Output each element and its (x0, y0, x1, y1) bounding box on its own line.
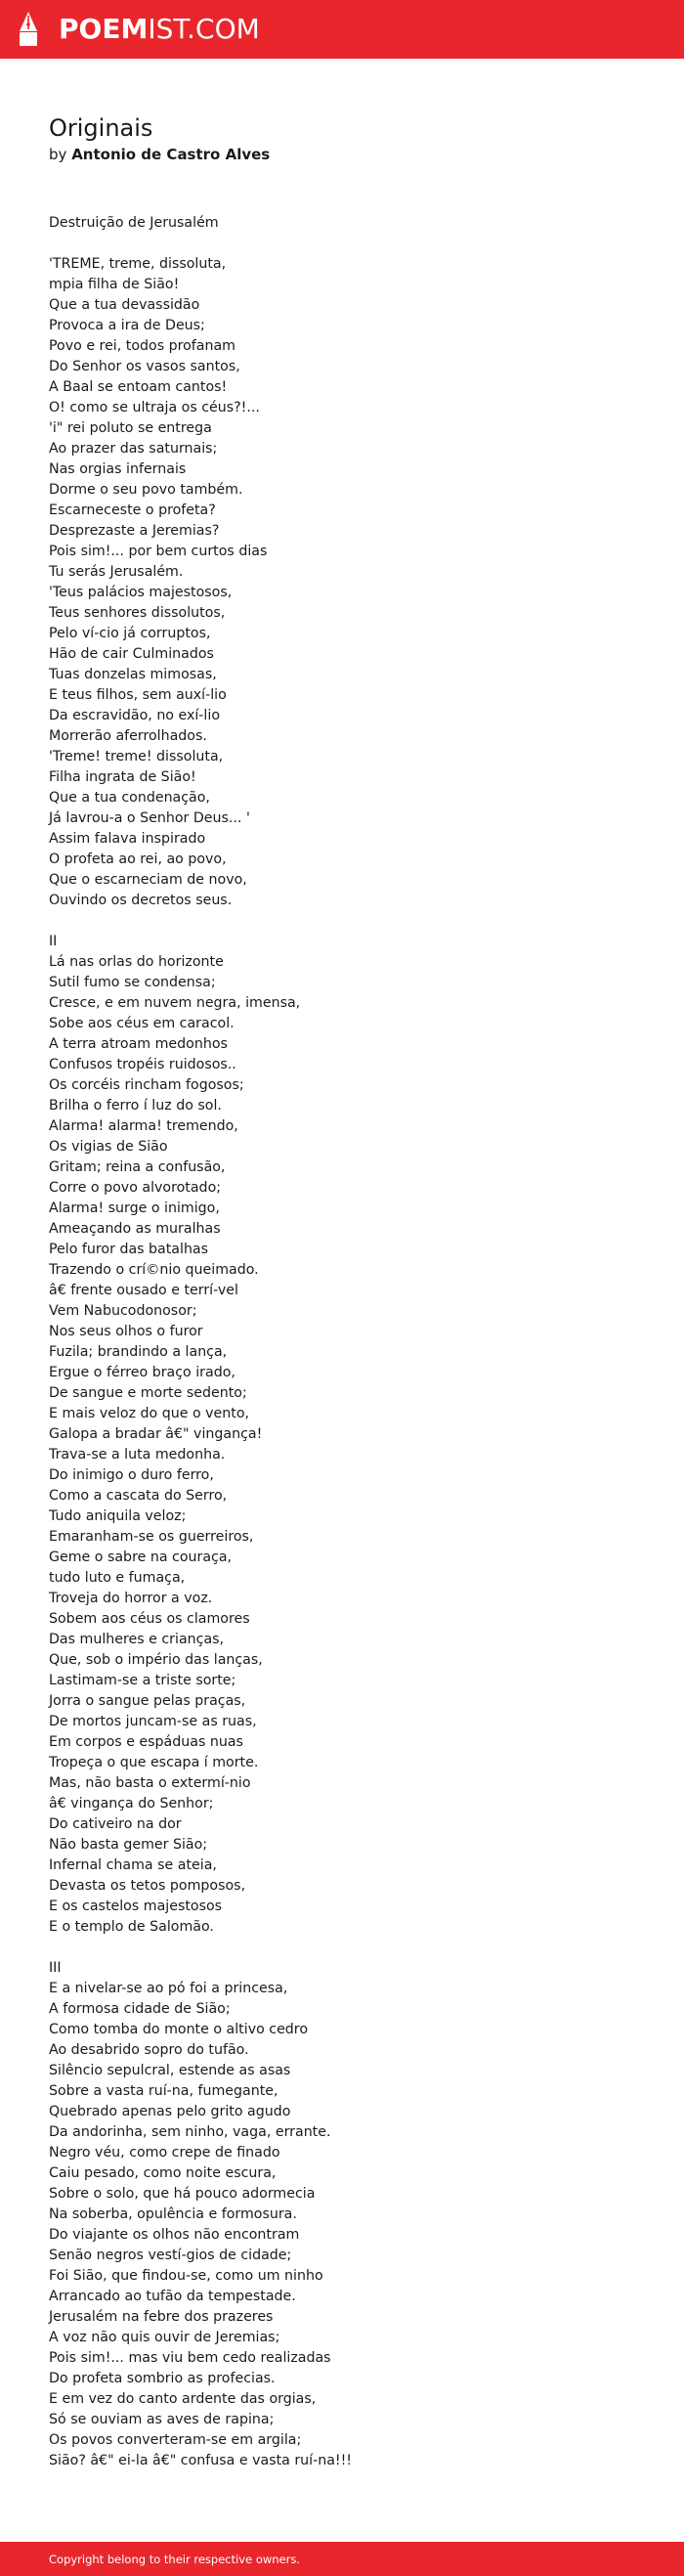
poem-line: Lá nas orlas do horizonte (49, 954, 224, 970)
site-footer (0, 2542, 684, 2576)
poem-line: Morrerão aferrolhados. (49, 728, 207, 744)
stanza-break (49, 1938, 655, 1958)
poem-line: Assim falava inspirado (49, 831, 206, 847)
poem-line: Destruição de Jerusalém (49, 215, 219, 231)
poem-line: Não basta gemer Sião; (49, 1837, 208, 1853)
poem-line: Da andorinha, sem ninho, vaga, errante. (49, 2124, 331, 2140)
poem-line: Confusos tropéis ruidosos.. (49, 1057, 236, 1072)
poem-line: Trazendo o crí©nio queimado. (49, 1262, 259, 1278)
logo-bold-text: POEM (59, 13, 149, 45)
poem-line: Pois sim!... mas viu bem cedo realizadas (49, 2350, 331, 2366)
poem-line: III (49, 1960, 62, 1976)
poem-line: Do profeta sombrio as profecias. (49, 2371, 276, 2386)
poem-line: Trava-se a luta medonha. (49, 1447, 226, 1463)
poem-line: Vem Nabucodonosor; (49, 1303, 197, 1319)
poem-line: E o templo de Salomão. (49, 1919, 214, 1935)
poem-line: Caiu pesado, como noite escura, (49, 2165, 277, 2181)
poem-line: Dorme o seu povo também. (49, 482, 243, 498)
stanza-break (49, 234, 655, 254)
poem-line: A formosa cidade de Sião; (49, 2001, 231, 2017)
poem-line: Da escravidão, no exí-lio (49, 708, 220, 723)
poem-line: Os povos converteram-se em argila; (49, 2432, 302, 2448)
poem-line: Filha ingrata de Sião! (49, 769, 196, 785)
poem-line: Ergue o férreo braço irado, (49, 1365, 235, 1380)
poem-line: Geme o sabre na couraça, (49, 1550, 233, 1565)
stanza-break (49, 911, 655, 932)
poem-line: Tropeça o que escapa í morte. (49, 1755, 259, 1770)
poem-line: Gritam; reina a confusão, (49, 1159, 226, 1175)
poem-line: Ameaçando as muralhas (49, 1221, 221, 1237)
poem-line: Que o escarneciam de novo, (49, 872, 247, 888)
poem-line: Nas orgias infernais (49, 461, 187, 477)
poem-line: E em vez do canto ardente das orgias, (49, 2391, 317, 2407)
poem-line: tudo luto e fumaça, (49, 1570, 186, 1586)
poem-title: Originais (49, 114, 153, 142)
poem-line: Brilha o ferro í luz do sol. (49, 1098, 222, 1113)
poem-line: Já lavrou-a o Senhor Deus... ' (49, 810, 250, 826)
poem-line: Do cativeiro na dor (49, 1816, 182, 1832)
poem-line: Teus senhores dissolutos, (49, 605, 226, 621)
poem-line: Escarneceste o profeta? (49, 502, 216, 518)
poem-line: Que, sob o império das lanças, (49, 1652, 263, 1668)
poem-line: Ao prazer das saturnais; (49, 441, 218, 457)
poem-line: Devasta os tetos pomposos, (49, 1878, 246, 1894)
poem-line: Nos seus olhos o furor (49, 1324, 203, 1339)
logo-light-text: IST.COM (148, 13, 260, 45)
poem-line: Galopa a bradar â€" vingança! (49, 1426, 263, 1442)
poem-body (49, 213, 655, 2471)
poem-byline (49, 145, 270, 164)
poem-line: Pois sim!... por bem curtos dias (49, 544, 268, 559)
poem-line: Sião? â€" ei-la â€" confusa e vasta ruí-na!!! (49, 2453, 352, 2468)
poem-line: Em corpos e espáduas nuas (49, 1734, 243, 1750)
poem-line: Pelo furor das batalhas (49, 1242, 209, 1257)
poem-line: Os vigias de Sião (49, 1139, 168, 1155)
poem-line: 'Treme! treme! dissoluta, (49, 749, 224, 764)
poem-line: Troveja do horror a voz. (49, 1591, 213, 1606)
poem-line: Corre o povo alvorotado; (49, 1180, 222, 1196)
poem-line: Jorra o sangue pelas praças, (49, 1693, 246, 1709)
site-logo[interactable] (59, 14, 260, 45)
poem-line: Os corcéis rincham fogosos; (49, 1077, 244, 1093)
poem-line: Silêncio sepulcral, estende as asas (49, 2063, 291, 2078)
poem-line: Hão de cair Culminados (49, 646, 214, 662)
poem-line: Foi Sião, que findou-se, como um ninho (49, 2268, 323, 2284)
poem-line: E a nivelar-se ao pó foi a princesa, (49, 1981, 288, 1996)
poem-line: O profeta ao rei, ao povo, (49, 851, 227, 867)
poem-line: Desprezaste a Jeremias? (49, 523, 220, 539)
poem-line: Arrancado ao tufão da tempestade. (49, 2289, 296, 2304)
poem-line: Tuas donzelas mimosas, (49, 667, 217, 682)
poem-line: E os castelos majestosos (49, 1899, 223, 1914)
by-label: by (49, 146, 67, 163)
poem-line: De sangue e morte sedento; (49, 1385, 247, 1401)
pen-nib-icon[interactable] (16, 10, 41, 49)
poem-line: Como a cascata do Serro, (49, 1488, 228, 1504)
poem-line: A terra atroam medonhos (49, 1036, 228, 1052)
site-header (0, 0, 684, 59)
poem-line: Quebrado apenas pelo grito agudo (49, 2104, 291, 2119)
poem-line: Senão negros vestí-gios de cidade; (49, 2248, 292, 2263)
poem-line: O! como se ultraja os céus?!... (49, 400, 260, 415)
poem-line: Cresce, e em nuvem negra, imensa, (49, 995, 301, 1011)
poem-line: De mortos juncam-se as ruas, (49, 1714, 257, 1729)
poem-line: Que a tua devassidão (49, 297, 200, 313)
poem-line: Do Senhor os vasos santos, (49, 359, 240, 374)
poem-line: E mais veloz do que o vento, (49, 1406, 250, 1421)
author-name: Antonio de Castro Alves (71, 146, 271, 163)
poem-line: Sutil fumo se condensa; (49, 975, 216, 990)
copyright-notice: Copyright belong to their respective owners. (49, 2553, 301, 2566)
poem-line: E teus filhos, sem auxí-lio (49, 687, 227, 703)
poem-line: Como tomba do monte o altivo cedro (49, 2022, 309, 2037)
poem-line: 'Teus palácios majestosos, (49, 585, 233, 600)
poem-line: Na soberba, opulência e formosura. (49, 2206, 297, 2222)
poem-line: Negro véu, como crepe de finado (49, 2145, 280, 2161)
poem-line: Das mulheres e crianças, (49, 1632, 225, 1647)
poem-line: Ao desabrido sopro do tufão. (49, 2042, 249, 2058)
poem-line: Sobre o solo, que há pouco adormecia (49, 2186, 316, 2202)
poem-line: Sobem aos céus os clamores (49, 1611, 250, 1627)
poem-line: Só se ouviam as aves de rapina; (49, 2412, 275, 2427)
poem-line: Fuzila; brandindo a lança, (49, 1344, 228, 1360)
poem-line: Infernal chama se ateia, (49, 1857, 217, 1873)
poem-line: Mas, não basta o extermí-nio (49, 1775, 251, 1791)
poem-line: mpia filha de Sião! (49, 277, 180, 292)
poem-line: Do viajante os olhos não encontram (49, 2227, 300, 2243)
poem-line: Sobre a vasta ruí-na, fumegante, (49, 2083, 278, 2099)
poem-line: Do inimigo o duro ferro, (49, 1467, 214, 1483)
poem-line: Sobe aos céus em caracol. (49, 1016, 235, 1031)
poem-line: Provoca a ira de Deus; (49, 318, 205, 333)
poem-line: Pelo ví-cio já corruptos, (49, 626, 211, 641)
poem-line: Emaranham-se os guerreiros, (49, 1529, 254, 1545)
poem-line: 'i" rei poluto se entrega (49, 420, 212, 436)
poem-line: Alarma! alarma! tremendo, (49, 1118, 238, 1134)
poem-line: A Baal se entoam cantos! (49, 379, 228, 395)
poem-line: Que a tua condenação, (49, 790, 210, 806)
poem-line: 'TREME, treme, dissoluta, (49, 256, 227, 272)
poem-line: â€ vingança do Senhor; (49, 1796, 214, 1812)
poem-line: II (49, 934, 58, 949)
poem-line: Povo e rei, todos profanam (49, 338, 235, 354)
poem-line: Tudo aniquila veloz; (49, 1508, 187, 1524)
poem-line: A voz não quis ouvir de Jeremias; (49, 2330, 280, 2345)
poem-line: Jerusalém na febre dos prazeres (49, 2309, 274, 2325)
poem-line: Lastimam-se a triste sorte; (49, 1673, 236, 1688)
poem-line: Tu serás Jerusalém. (49, 564, 184, 580)
poem-line: Ouvindo os decretos seus. (49, 893, 233, 908)
poem-line: â€ frente ousado e terrí-vel (49, 1283, 238, 1298)
poem-line: Alarma! surge o inimigo, (49, 1201, 220, 1216)
